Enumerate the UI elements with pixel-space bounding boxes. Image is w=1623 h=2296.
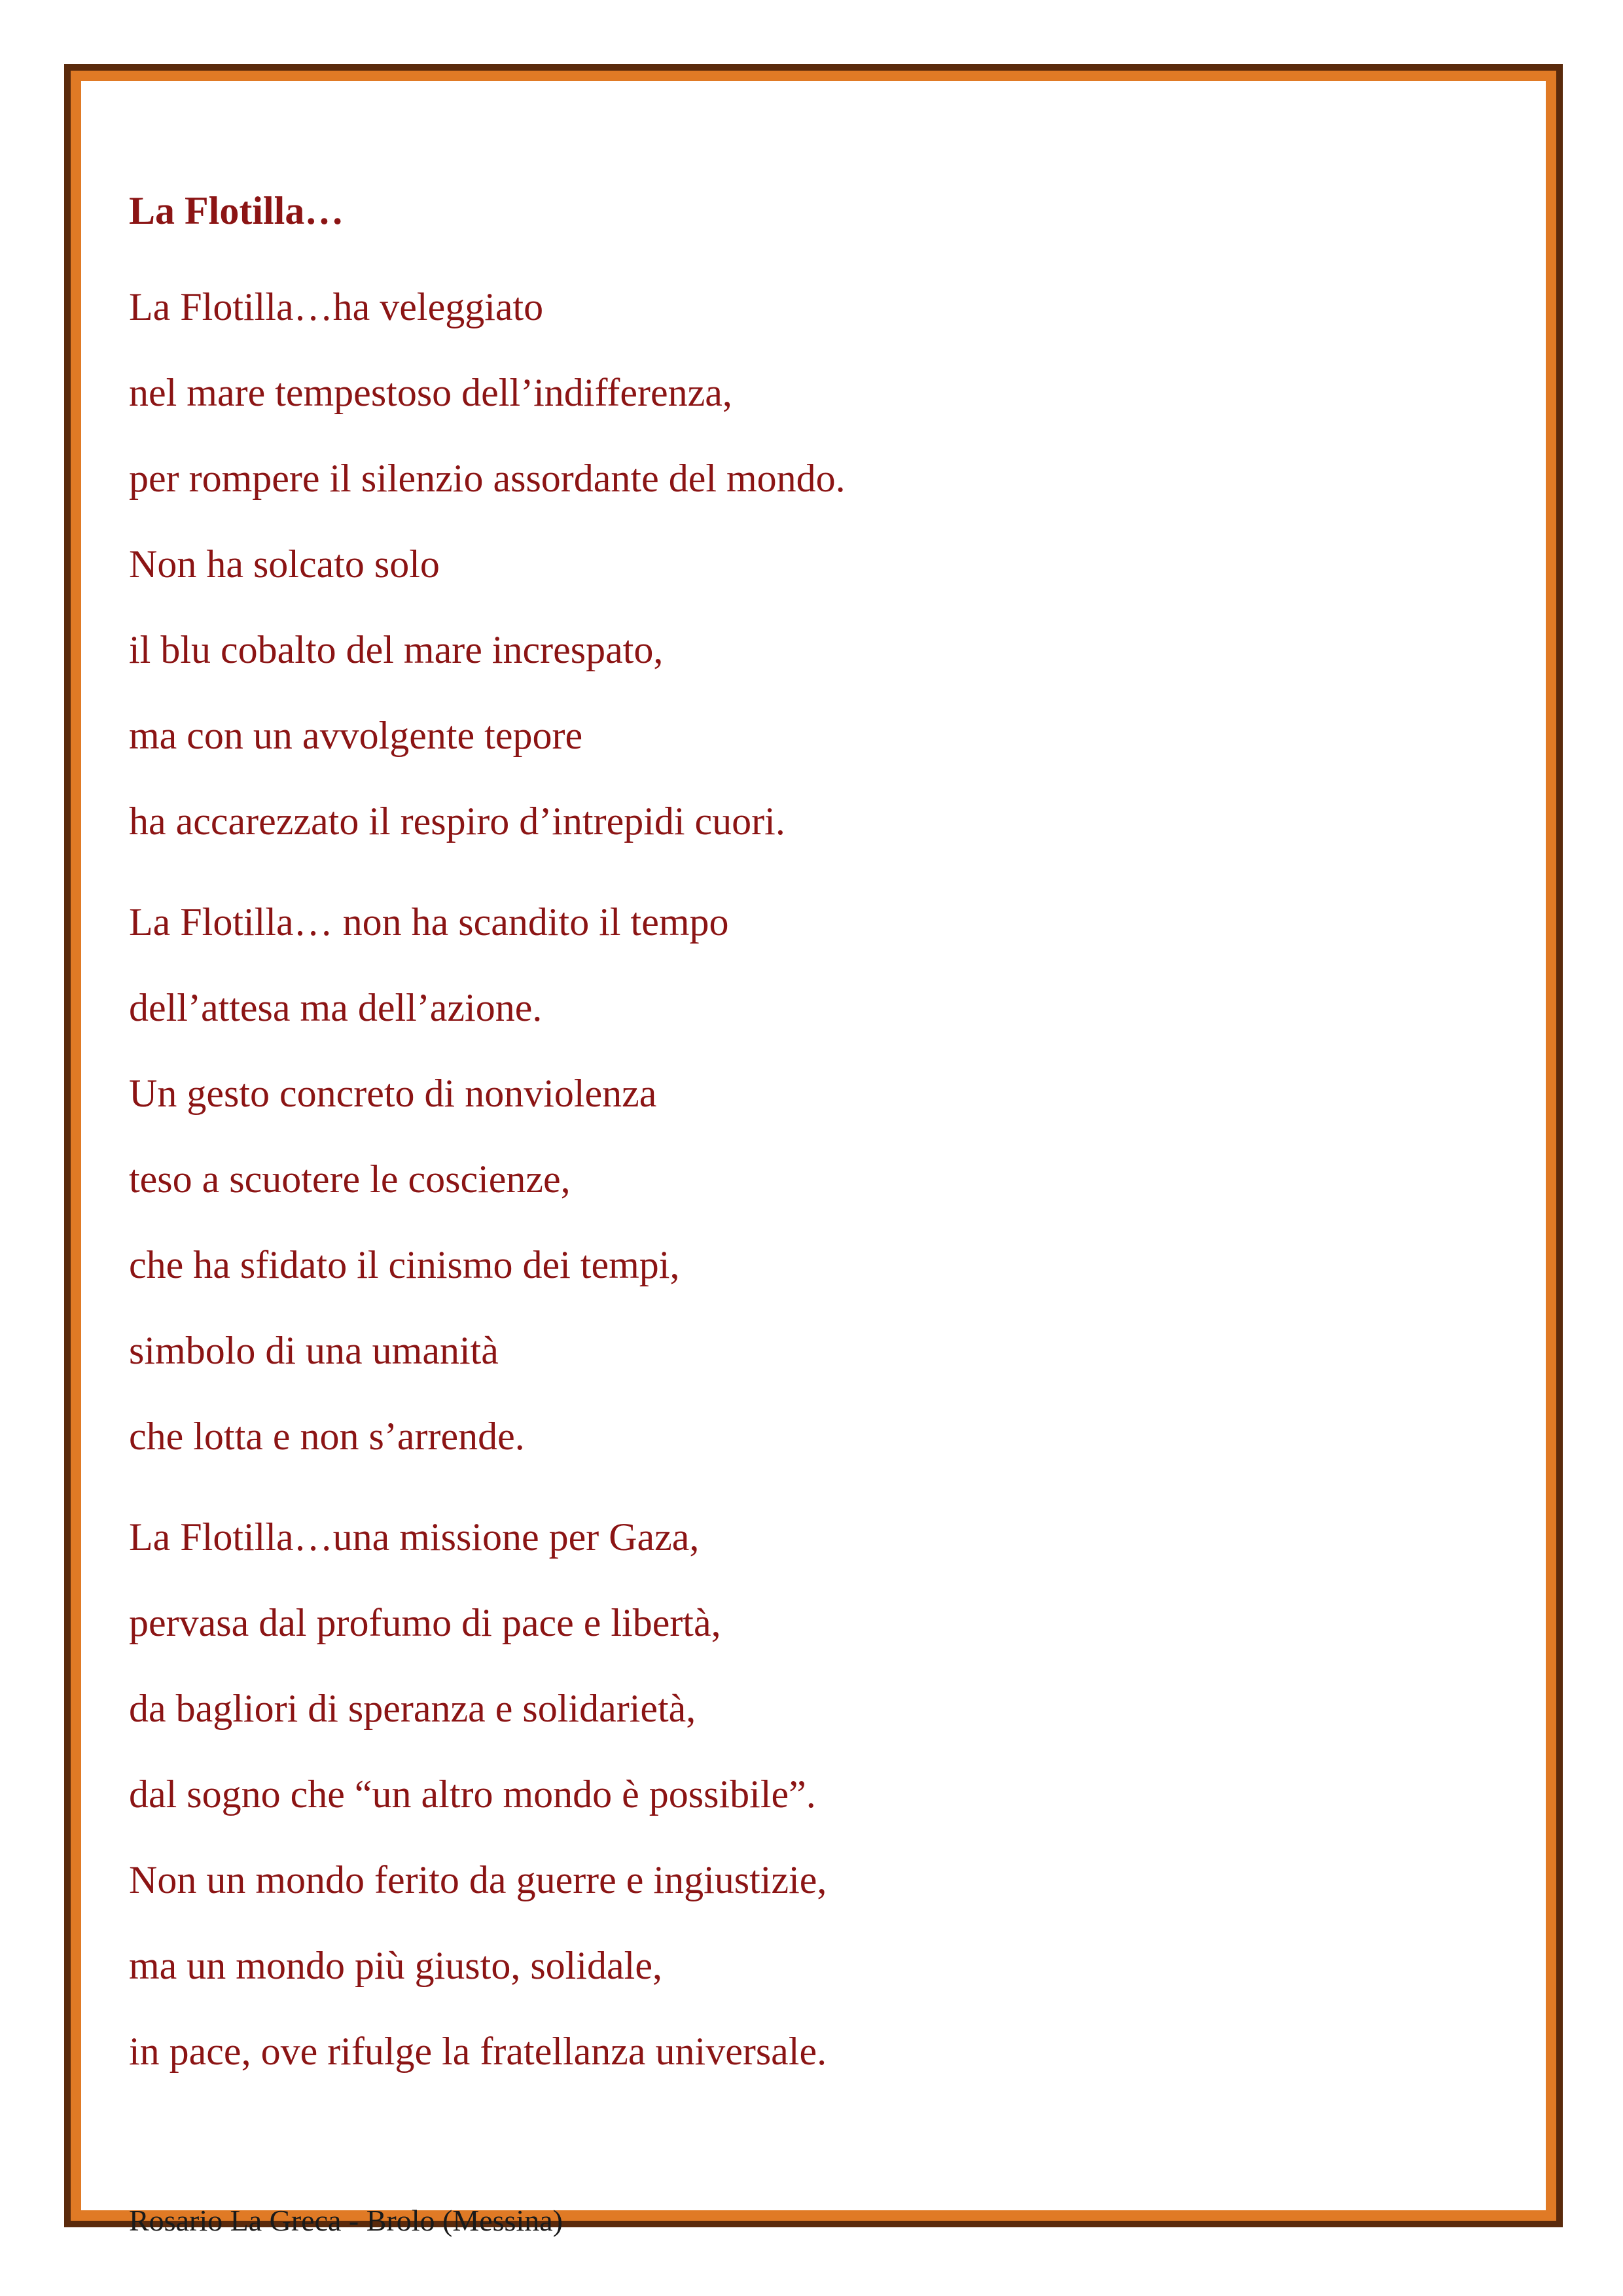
poem-line: simbolo di una umanità bbox=[129, 1329, 499, 1372]
poem bbox=[129, 191, 1503, 2110]
poem-line: Non un mondo ferito da guerre e ingiustizie, bbox=[129, 1858, 827, 1901]
poem-line: da bagliori di speranza e solidarietà, bbox=[129, 1687, 696, 1730]
poem-line: che ha sfidato il cinismo dei tempi, bbox=[129, 1243, 680, 1286]
poem-line: teso a scuotere le coscienze, bbox=[129, 1157, 571, 1201]
frame-accent-border bbox=[71, 71, 1556, 2237]
poem-line: che lotta e non s’arrende. bbox=[129, 1415, 525, 1458]
poem-line: La Flotilla… non ha scandito il tempo bbox=[129, 900, 729, 944]
poem-line: ma con un avvolgente tepore bbox=[129, 714, 583, 757]
poem-line: in pace, ove rifulge la fratellanza universale. bbox=[129, 2030, 827, 2073]
poem-line: Un gesto concreto di nonviolenza bbox=[129, 1072, 657, 1115]
poem-line: il blu cobalto del mare increspato, bbox=[129, 628, 664, 671]
poem-line: La Flotilla…una missione per Gaza, bbox=[129, 1515, 700, 1559]
stanza-2 bbox=[129, 879, 1503, 1479]
poem-line: dal sogno che “un altro mondo è possibile”. bbox=[129, 1773, 816, 1816]
poem-line: dell’attesa ma dell’azione. bbox=[129, 986, 543, 1029]
poem-line: ma un mondo più giusto, solidale, bbox=[129, 1944, 662, 1987]
stanza-3 bbox=[129, 1494, 1503, 2094]
frame-content-area bbox=[81, 81, 1546, 2237]
page-frame bbox=[64, 64, 1563, 2237]
poem-line: per rompere il silenzio assordante del mondo. bbox=[129, 457, 846, 500]
poem-title: La Flotilla… bbox=[129, 189, 344, 232]
poem-line: nel mare tempestoso dell’indifferenza, bbox=[129, 371, 732, 414]
poem-line: ha accarezzato il respiro d’intrepidi cuori. bbox=[129, 800, 785, 843]
author-signature: Rosario La Greca - Brolo (Messina) bbox=[129, 2204, 563, 2237]
poem-line: pervasa dal profumo di pace e libertà, bbox=[129, 1601, 721, 1644]
stanza-1 bbox=[129, 264, 1503, 864]
poem-line: Non ha solcato solo bbox=[129, 542, 440, 586]
poem-line: La Flotilla…ha veleggiato bbox=[129, 285, 544, 328]
